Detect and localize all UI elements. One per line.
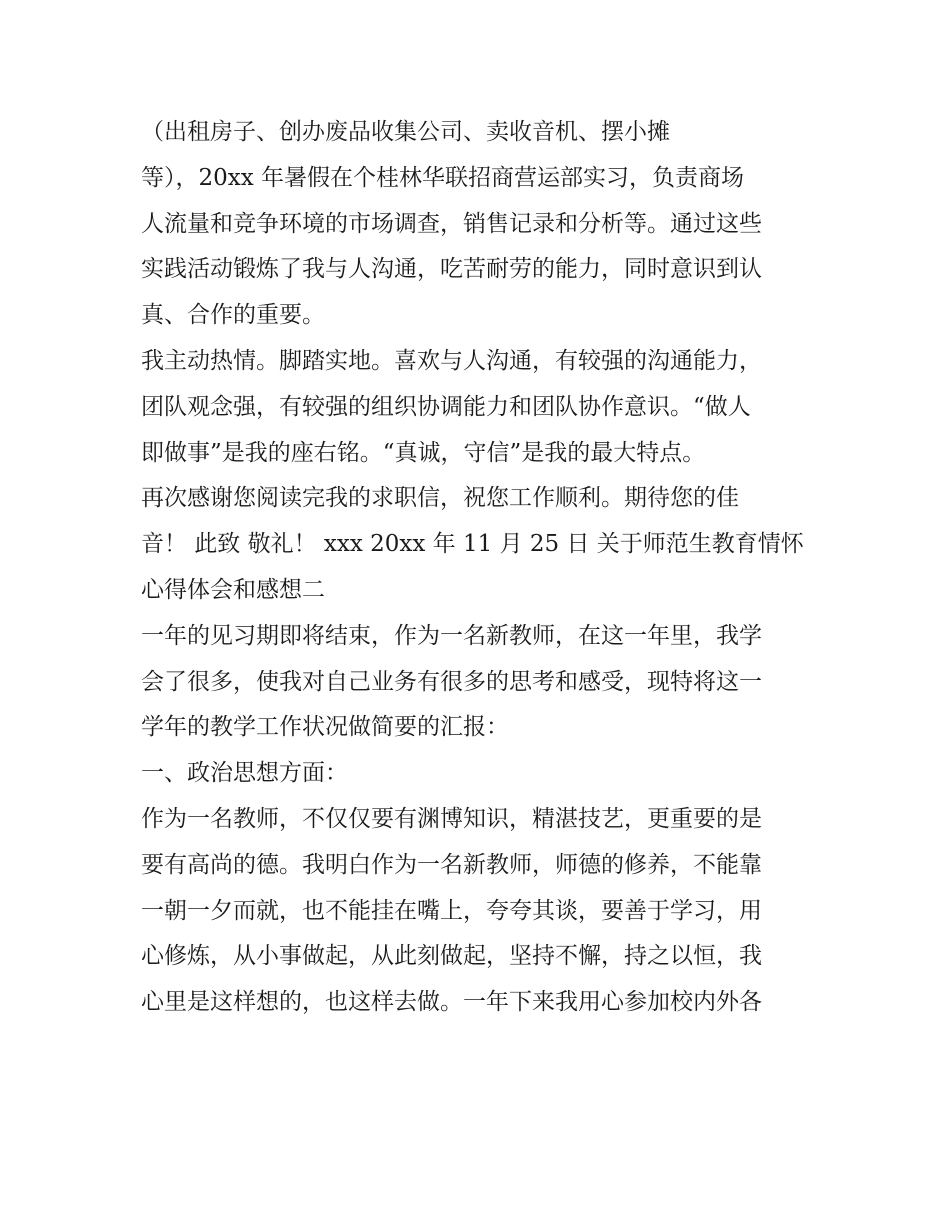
text-line: （出租房子、创办废品收集公司、卖收音机、摆小摊	[141, 119, 670, 145]
text-line: 一、政治思想方面：	[141, 760, 348, 787]
text-line: 人流量和竞争环境的市场调查，销售记录和分析等。通过这些	[141, 210, 762, 237]
text-line: 音！ 此致 敬礼！ xxx 20xx 年 11 月 25 日 关于师范生教育情怀	[141, 531, 804, 558]
text-line: 等），20xx 年暑假在个桂林华联招商营运部实习，负责商场	[141, 164, 745, 191]
text-line: 心得体会和感想二	[141, 576, 325, 603]
text-line: 一年的见习期即将结束，作为一名新教师，在这一年里，我学	[141, 622, 762, 649]
text-line: 心修炼，从小事做起，从此刻做起，坚持不懈，持之以恒，我	[141, 943, 762, 970]
text-line: 团队观念强，有较强的组织协调能力和团队协作意识。“做人	[141, 393, 751, 420]
text-line: 即做事”是我的座右铭。“真诚，守信”是我的最大特点。	[141, 439, 706, 466]
text-line: 要有高尚的德。我明白作为一名新教师，师德的修养，不能靠	[141, 851, 762, 878]
text-line: 真、合作的重要。	[141, 302, 325, 329]
text-line: 心里是这样想的，也这样去做。一年下来我用心参加校内外各	[141, 989, 762, 1016]
document-body	[141, 110, 816, 1026]
text-line: 一朝一夕而就，也不能挂在嘴上，夸夸其谈，要善于学习，用	[141, 897, 762, 924]
text-line: 作为一名教师，不仅仅要有渊博知识，精湛技艺，更重要的是	[141, 805, 762, 832]
text-line: 我主动热情。脚踏实地。喜欢与人沟通，有较强的沟通能力，	[141, 347, 762, 374]
text-line: 学年的教学工作状况做简要的汇报：	[141, 714, 509, 741]
text-line: 再次感谢您阅读完我的求职信，祝您工作顺利。期待您的佳	[141, 485, 739, 512]
text-line: 实践活动锻炼了我与人沟通，吃苦耐劳的能力，同时意识到认	[141, 256, 762, 283]
text-line: 会了很多，使我对自己业务有很多的思考和感受，现特将这一	[141, 668, 762, 695]
